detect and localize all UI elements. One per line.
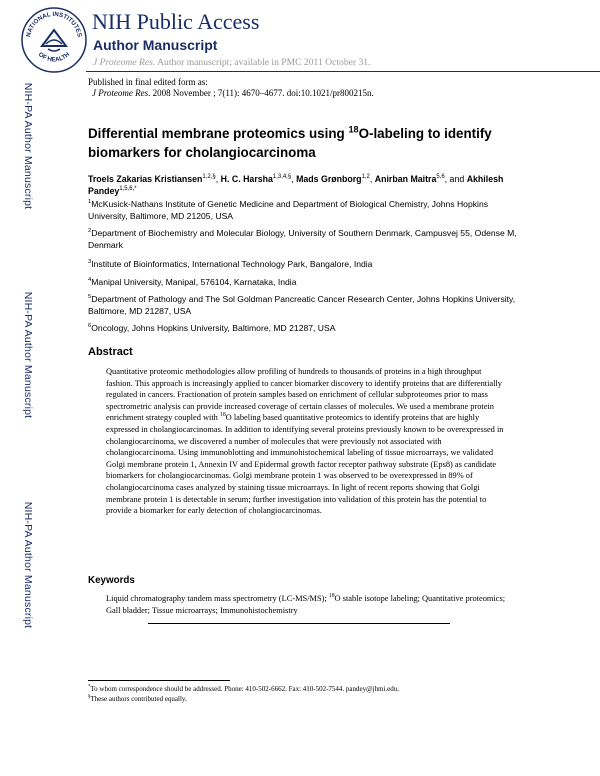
affiliation-5: $^5$Department of Pathology and The Sol Goldman Pancreatic Cancer Research Center, Johns Hopkins University, Baltimore, MD 21287, USA	[88, 294, 516, 316]
availability-journal: J Proteome Res.	[93, 57, 156, 68]
header-subtitle: Author Manuscript	[93, 37, 218, 53]
keywords-heading: Keywords	[88, 575, 135, 586]
footnote-correspondence: *To whom correspondence should be addressed. Phone: 410-502-6662. Fax: 410-502-7544. pandey@jhmi.edu.	[88, 684, 400, 693]
affiliation-2: $^2$Department of Biochemistry and Molecular Biology, University of Southern Denmark, Campusvej 55, Odense M, Denmark	[88, 228, 517, 250]
affiliation-6: $^6$Oncology, Johns Hopkins University, Baltimore, MD 21287, USA	[88, 323, 336, 333]
author-name: H. C. Harsha	[220, 174, 273, 184]
end-rule	[148, 623, 450, 624]
keywords-body: Liquid chromatography tandem mass spectrometry (LC-MS/MS); $^{18}$O stable isotope labeling; Quantitative proteomics; Gall bladder; Tissue microarrays; Immunohistochemistry	[106, 593, 506, 615]
abstract-body: Quantitative proteomic methodologies allow profiling of hundreds to thousands of proteins in a high throughput fashion. This approach is increasingly applied to cancer biomarker discovery to identify proteins that are differentially regulated in cancers. Fractionation of protein samples based on enrichment of cellular subproteomes prior to mass spectrometric analysis can provide increased coverage of certain classes of molecules. We used a membrane protein enrichment strategy coupled with $^{18}$O labeling based quantitative proteomics to identify proteins that are highly expressed in cholangiocarcinomas. In addition to identifying several proteins previously known to be overexpressed in cholangiocarcinoma, we discovered a number of molecules that were previously not associated with cholangiocarcinoma. Using immunoblotting and immunohistochemical labeling of tissue microarrays, we validated Golgi membrane protein 1, Annexin IV and Epidermal growth factor receptor pathway substrate (Eps8) as candidate biomarkers for cholangiocarcinomas. Golgi membrane protein 1 was observed to be overexpressed in 89% of cholangiocarcinoma cases analyzed by staining tissue microarrays. In light of recent reports showing that Golgi membrane protein 1 is detectable in serum; further investigation into validation of this protein has the potential to provide a biomarker for early detection of cholangiocarcinomas.	[106, 367, 504, 516]
footnote-rule	[88, 680, 230, 681]
published-label: Published in final edited form as:	[88, 77, 208, 87]
affiliation-1: $^1$McKusick-Nathans Institute of Genetic Medicine and Department of Biological Chemistry, Johns Hopkins University, Baltimore, MD 21205, USA	[88, 199, 489, 221]
author-list: Troels Zakarias Kristiansen$^{1,2,\S}$, H. C. Harsha$^{1,3,4,\S}$, Mads Grønborg$^{1,2}$, Anirban Maitra$^{5,6}$, and Akhilesh Pandey$^{1,5,6,*}$	[88, 174, 504, 196]
author-name: Mads Grønborg	[296, 174, 362, 184]
header-title: NIH Public Access	[92, 9, 260, 34]
side-label-1: NIH-PA Author Manuscript	[22, 82, 34, 210]
svg-text:OF HEALTH: OF HEALTH	[36, 51, 72, 64]
header-rule	[86, 71, 600, 72]
availability-line	[93, 57, 370, 68]
nih-seal-logo	[20, 6, 88, 74]
svg-text:NATIONAL INSTITUTES: NATIONAL INSTITUTES	[25, 10, 83, 38]
availability-text: Author manuscript; available in PMC 2011 October 31.	[155, 57, 371, 68]
author-name: Troels Zakarias Kristiansen	[88, 174, 203, 184]
author-name: Akhilesh Pandey	[88, 174, 504, 196]
article-title: Differential membrane proteomics using $^{18}$O-labeling to identify biomarkers for cholangiocarcinoma	[88, 124, 492, 160]
footnote-equal-contribution: §These authors contributed equally.	[88, 694, 187, 703]
abstract-heading: Abstract	[88, 346, 133, 358]
citation-journal: J Proteome Res	[92, 88, 149, 98]
side-label-3: NIH-PA Author Manuscript	[22, 501, 34, 629]
affiliation-4: $^4$Manipal University, Manipal, 576104, Karnataka, India	[88, 277, 297, 287]
citation-text: . 2008 November ; 7(11): 4670–4677. doi:10.1021/pr800215n.	[148, 88, 374, 98]
side-label-2: NIH-PA Author Manuscript	[22, 291, 34, 419]
citation-line	[92, 88, 374, 98]
author-name: Anirban Maitra	[374, 174, 437, 184]
affiliation-3: $^3$Institute of Bioinformatics, International Technology Park, Bangalore, India	[88, 259, 373, 269]
